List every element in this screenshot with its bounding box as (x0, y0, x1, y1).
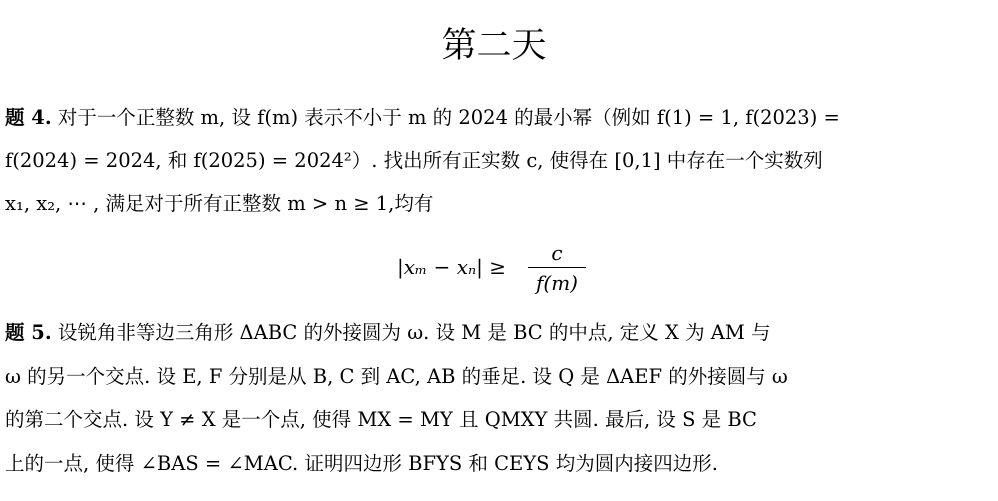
problem-5-line-3: 的第二个交点. 设 Y ≠ X 是一个点, 使得 MX = MY 且 QMXY 共圆. 最后, 设 S 是 BC (5, 408, 757, 431)
problem-4-line-3: x₁, x₂, ⋯ , 满足对于所有正整数 m > n ≥ 1,均有 (5, 192, 434, 215)
formula-denominator: f(m) (536, 271, 578, 295)
formula-numerator: c (551, 241, 563, 265)
problem-4-line-1 (5, 105, 991, 131)
page-title: 第二天 (441, 26, 547, 66)
problem-5-line-2: ω 的另一个交点. 设 E, F 分别是从 B, C 到 AC, AB 的垂足. 设 Q 是 ΔAEF 的外接圆与 ω (5, 365, 788, 388)
problem-5-line-4: 上的一点, 使得 ∠BAS = ∠MAC. 证明四边形 BFYS 和 CEYS 均为圆内接四边形. (5, 452, 718, 475)
problem-5-label: 题 5. (5, 321, 52, 344)
display-formula (380, 240, 610, 300)
problem-5-line-1 (5, 320, 991, 346)
problem-5-text-1: 设锐角非等边三角形 ΔABC 的外接圆为 ω. 设 M 是 BC 的中点, 定义 X 为 AM 与 (51, 321, 771, 344)
fraction-bar (528, 267, 586, 268)
problem-4-line-2: f(2024) = 2024, 和 f(2025) = 2024²）. 找出所有正实数 c, 使得在 [0,1] 中存在一个实数列 (5, 149, 823, 172)
problem-4-label: 题 4. (5, 106, 52, 129)
formula-fraction (528, 240, 586, 297)
problem-4-text-1: 对于一个正整数 m, 设 f(m) 表示不小于 m 的 2024 的最小幂（例如 f(1) = 1, f(2023) = (51, 106, 840, 129)
formula-left: |xₘ − xₙ| ≥ (397, 255, 506, 279)
